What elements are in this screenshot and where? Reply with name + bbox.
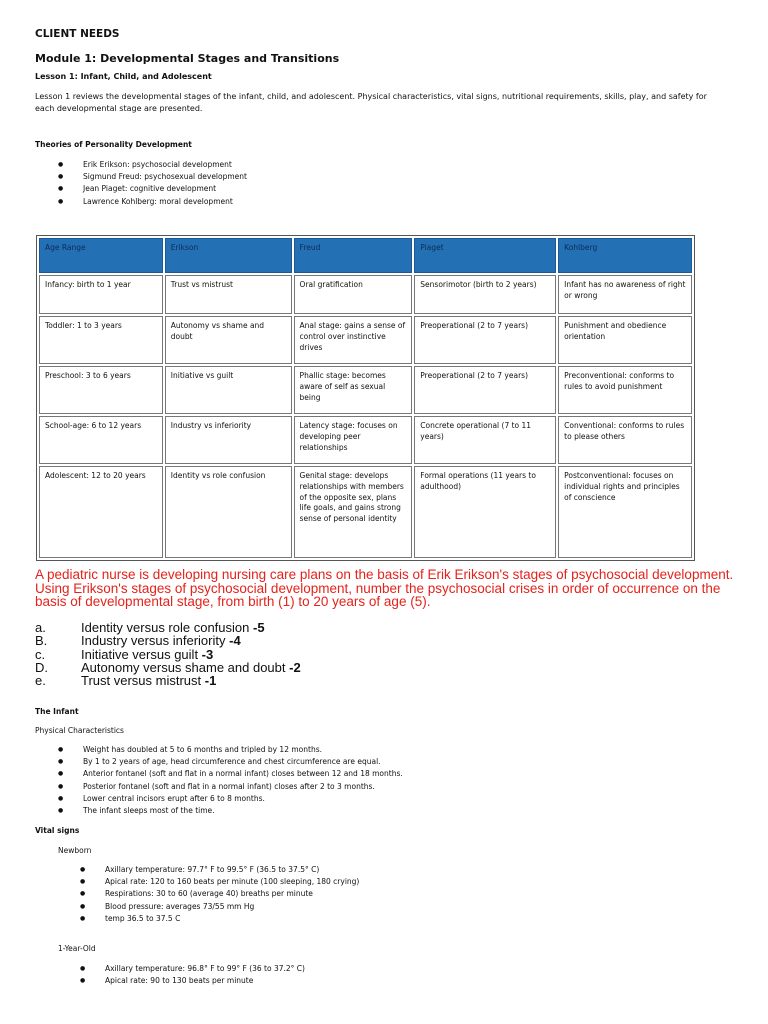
lesson-intro: Lesson 1 reviews the developmental stages of the infant, child, and adolescent. Physical characteristics, vital signs, nutritional requirements, skills, play, and safety for each developmental stage are presented. — [35, 92, 707, 113]
table-cell: Anal stage: gains a sense of control over instinctive drives — [294, 316, 413, 364]
answer-option — [35, 661, 301, 674]
physical-characteristics-list — [58, 744, 403, 817]
option-letter: c. — [35, 646, 46, 662]
one-year-old-title: 1-Year-Old — [58, 944, 96, 953]
table-cell: Preoperational (2 to 7 years) — [414, 316, 556, 364]
one-year-vitals-list — [80, 963, 305, 987]
table-cell: Postconventional: focuses on individual rights and principles of conscience — [558, 466, 692, 558]
answer-option — [35, 674, 301, 687]
theories-title: Theories of Personality Development — [35, 140, 192, 149]
table-cell: Conventional: conforms to rules to please others — [558, 416, 692, 464]
physical-characteristics-title: Physical Characteristics — [35, 726, 124, 735]
header-freud: Freud — [294, 238, 413, 273]
list-item: ● Axillary temperature: 96.8° F to 99° F (36 to 37.2° C) — [80, 963, 305, 975]
table-cell: Preschool: 3 to 6 years — [39, 366, 163, 414]
header-kohlberg: Kohlberg — [558, 238, 692, 273]
option-letter: e. — [35, 673, 46, 689]
table-cell: Adolescent: 12 to 20 years — [39, 466, 163, 558]
table-cell: Sensorimotor (birth to 2 years) — [414, 275, 556, 314]
table-row — [39, 275, 692, 314]
table-header-row — [39, 238, 692, 273]
table-cell: Phallic stage: becomes aware of self as sexual being — [294, 366, 413, 414]
theories-list — [58, 159, 247, 208]
answer-option — [35, 634, 301, 647]
table-cell: Preconventional: conforms to rules to avoid punishment — [558, 366, 692, 414]
answer-option — [35, 621, 301, 634]
list-item: ● Anterior fontanel (soft and flat in a normal infant) closes between 12 and 18 months. — [58, 768, 403, 780]
option-answer: -4 — [229, 633, 241, 649]
list-item: ● temp 36.5 to 37.5 C — [80, 913, 359, 925]
table-cell: Trust vs mistrust — [165, 275, 292, 314]
table-cell: Oral gratification — [294, 275, 413, 314]
table-cell: Initiative vs guilt — [165, 366, 292, 414]
option-answer: -5 — [252, 620, 265, 635]
module-title: Module 1: Developmental Stages and Transitions — [35, 52, 340, 65]
option-answer: -1 — [204, 673, 217, 689]
list-item: ● Weight has doubled at 5 to 6 months and tripled by 12 months. — [58, 744, 403, 756]
table-cell: School-age: 6 to 12 years — [39, 416, 163, 464]
table-cell: Concrete operational (7 to 11 years) — [414, 416, 556, 464]
list-item: ● Respirations: 30 to 60 (average 40) breaths per minute — [80, 888, 359, 900]
table-cell: Genital stage: develops relationships with members of the opposite sex, plans life goals, and gains strong sense of personal identity — [294, 466, 413, 558]
development-theories-table — [36, 235, 695, 561]
list-item: ● Sigmund Freud: psychosexual development — [58, 171, 247, 183]
option-text: Industry versus inferiority — [81, 633, 230, 649]
newborn-title: Newborn — [58, 846, 92, 855]
document-heading: CLIENT NEEDS — [35, 28, 120, 40]
list-item: ● Erik Erikson: psychosocial development — [58, 159, 247, 171]
table-cell: Toddler: 1 to 3 years — [39, 316, 163, 364]
list-item: ● By 1 to 2 years of age, head circumference and chest circumference are equal. — [58, 756, 403, 768]
table-row — [39, 466, 692, 558]
infant-section-title: The Infant — [35, 707, 79, 716]
vital-signs-title: Vital signs — [35, 826, 80, 835]
option-answer: -2 — [289, 659, 301, 675]
table-cell: Infant has no awareness of right or wrong — [558, 275, 692, 314]
list-item: ● The infant sleeps most of the time. — [58, 805, 403, 817]
table-row — [39, 316, 692, 364]
list-item: ● Axillary temperature: 97.7° F to 99.5° F (36.5 to 37.5° C) — [80, 864, 359, 876]
table-cell: Punishment and obedience orientation — [558, 316, 692, 364]
question-text: A pediatric nurse is developing nursing care plans on the basis of Erik Erikson's stages of psychosocial development. Using Erikson's stages of psychosocial development, number the psychosocial crises in order of occurrence on the basis of developmental stage, from birth (1) to 20 years of age (5). — [35, 567, 734, 609]
table-cell: Preoperational (2 to 7 years) — [414, 366, 556, 414]
option-answer: -3 — [201, 646, 214, 662]
table-cell: Autonomy vs shame and doubt — [165, 316, 292, 364]
newborn-vitals-list — [80, 864, 359, 925]
option-text: Identity versus role confusion — [81, 620, 253, 635]
answer-option — [35, 648, 301, 661]
option-text: Autonomy versus shame and doubt — [81, 659, 290, 675]
header-age-range: Age Range — [39, 238, 163, 273]
option-text: Initiative versus guilt — [81, 646, 202, 662]
table-row — [39, 416, 692, 464]
header-piaget: Piaget — [414, 238, 556, 273]
list-item: ● Lawrence Kohlberg: moral development — [58, 196, 247, 208]
table-cell: Infancy: birth to 1 year — [39, 275, 163, 314]
header-erikson: Erikson — [165, 238, 292, 273]
answer-options — [35, 621, 301, 687]
list-item: ● Posterior fontanel (soft and flat in a normal infant) closes after 2 to 3 months. — [58, 781, 403, 793]
table-cell: Identity vs role confusion — [165, 466, 292, 558]
lesson-title: Lesson 1: Infant, Child, and Adolescent — [35, 72, 212, 81]
table-cell: Formal operations (11 years to adulthood) — [414, 466, 556, 558]
list-item: ● Blood pressure: averages 73/55 mm Hg — [80, 901, 359, 913]
option-letter: B. — [35, 633, 48, 649]
table-cell: Latency stage: focuses on developing peer relationships — [294, 416, 413, 464]
table-cell: Industry vs inferiority — [165, 416, 292, 464]
option-letter: D. — [35, 659, 48, 675]
list-item: ● Jean Piaget: cognitive development — [58, 183, 247, 195]
list-item: ● Lower central incisors erupt after 6 to 8 months. — [58, 793, 403, 805]
list-item: ● Apical rate: 120 to 160 beats per minute (100 sleeping, 180 crying) — [80, 876, 359, 888]
option-text: Trust versus mistrust — [81, 673, 205, 689]
list-item: ● Apical rate: 90 to 130 beats per minute — [80, 975, 305, 987]
table-row — [39, 366, 692, 414]
option-letter: a. — [35, 620, 46, 635]
